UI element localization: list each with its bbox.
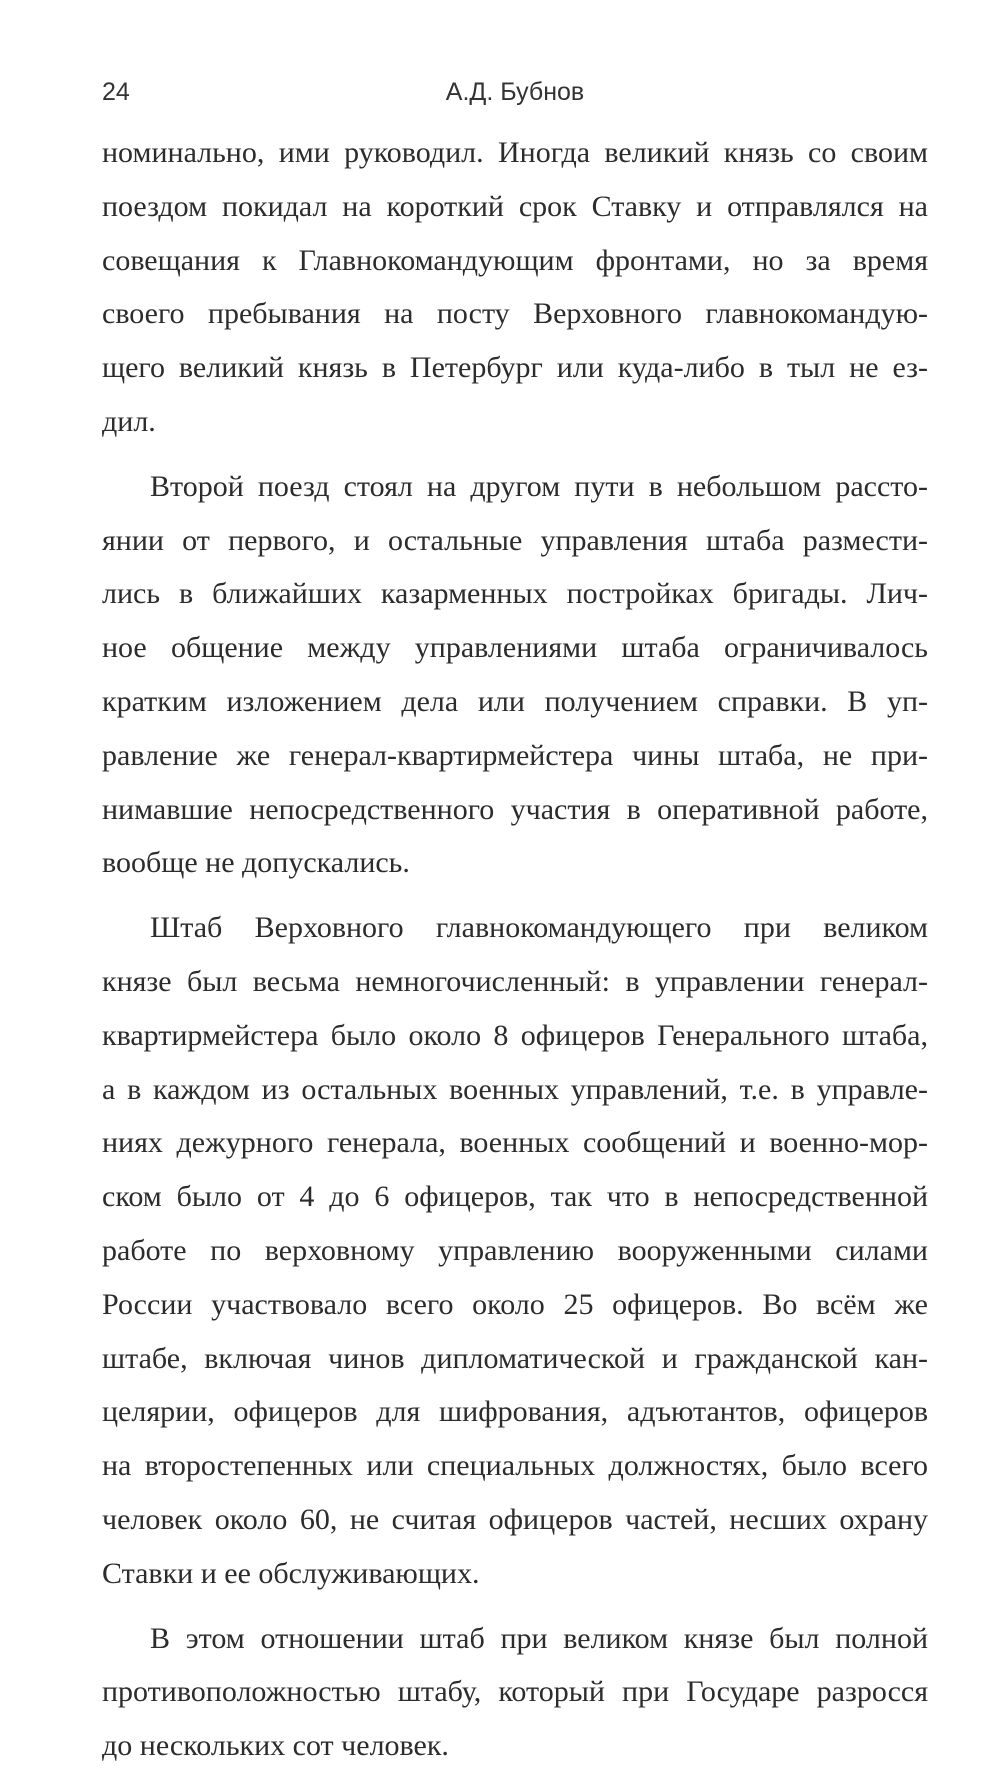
text-line: штабе, включая чинов дипломатической и гражданской кан-	[102, 1341, 928, 1375]
text-line: своего пребывания на посту Верховного главнокомандую-	[102, 297, 928, 331]
text-line: человек около 60, не считая офицеров частей, несших охрану	[102, 1502, 928, 1536]
text-line: янии от первого, и остальные управления штаба размести-	[102, 523, 928, 557]
text-line: поездом покидал на короткий срок Ставку и отправлялся на	[102, 189, 928, 223]
body-text	[102, 126, 928, 1773]
text-line: квартирмейстера было около 8 офицеров Генерального штаба,	[102, 1018, 928, 1052]
text-line: номинально, ими руководил. Иногда великий князь со своим	[102, 136, 928, 169]
running-title: А.Д. Бубнов	[445, 78, 585, 106]
text-line: вообще не допускались.	[102, 846, 410, 880]
text-line: Второй поезд стоял на другом пути в небольшом рассто-	[150, 469, 928, 503]
paragraph-1	[102, 126, 928, 449]
running-head	[102, 72, 928, 112]
page-number: 24	[102, 78, 130, 106]
text-line: совещания к Главнокомандующим фронтами, но за время	[102, 243, 928, 277]
text-line: противоположностью штабу, который при Государе разросся	[102, 1675, 928, 1709]
paragraph-4	[102, 1612, 928, 1773]
text-line: князе был весьма немногочисленный: в управлении генерал-	[102, 964, 928, 998]
text-line: России участвовало всего около 25 офицеров. Во всём же	[102, 1287, 928, 1321]
text-line: работе по верховному управлению вооруженными силами	[102, 1233, 928, 1267]
text-line: лись в ближайших казарменных постройках бригады. Лич-	[102, 577, 928, 611]
text-line: равление же генерал-квартирмейстера чины штаба, не при-	[102, 738, 928, 772]
text-line: Штаб Верховного главнокомандующего при великом	[150, 911, 928, 945]
text-line: Ставки и ее обслуживающих.	[102, 1556, 480, 1590]
paragraph-2	[102, 460, 928, 890]
text-line: на второстепенных или специальных должностях, было всего	[102, 1449, 928, 1483]
text-line: щего великий князь в Петербург или куда-либо в тыл не ез-	[102, 351, 928, 385]
text-line: ском было от 4 до 6 офицеров, так что в непосредственной	[102, 1180, 928, 1214]
text-line: нимавшие непосредственного участия в оперативной работе,	[102, 792, 928, 826]
text-line: дил.	[102, 404, 156, 438]
text-line: кратким изложением дела или получением справки. В уп-	[102, 684, 928, 718]
text-line: а в каждом из остальных военных управлений, т.е. в управле-	[102, 1072, 928, 1106]
text-line: целярии, офицеров для шифрования, адъютантов, офицеров	[102, 1395, 928, 1429]
paragraph-3	[102, 901, 928, 1600]
text-line: ное общение между управлениями штаба ограничивалось	[102, 631, 928, 665]
text-line: В этом отношении штаб при великом князе был полной	[150, 1621, 928, 1655]
text-line: до нескольких сот человек.	[102, 1729, 449, 1763]
text-line: ниях дежурного генерала, военных сообщений и военно-мор-	[102, 1126, 928, 1160]
